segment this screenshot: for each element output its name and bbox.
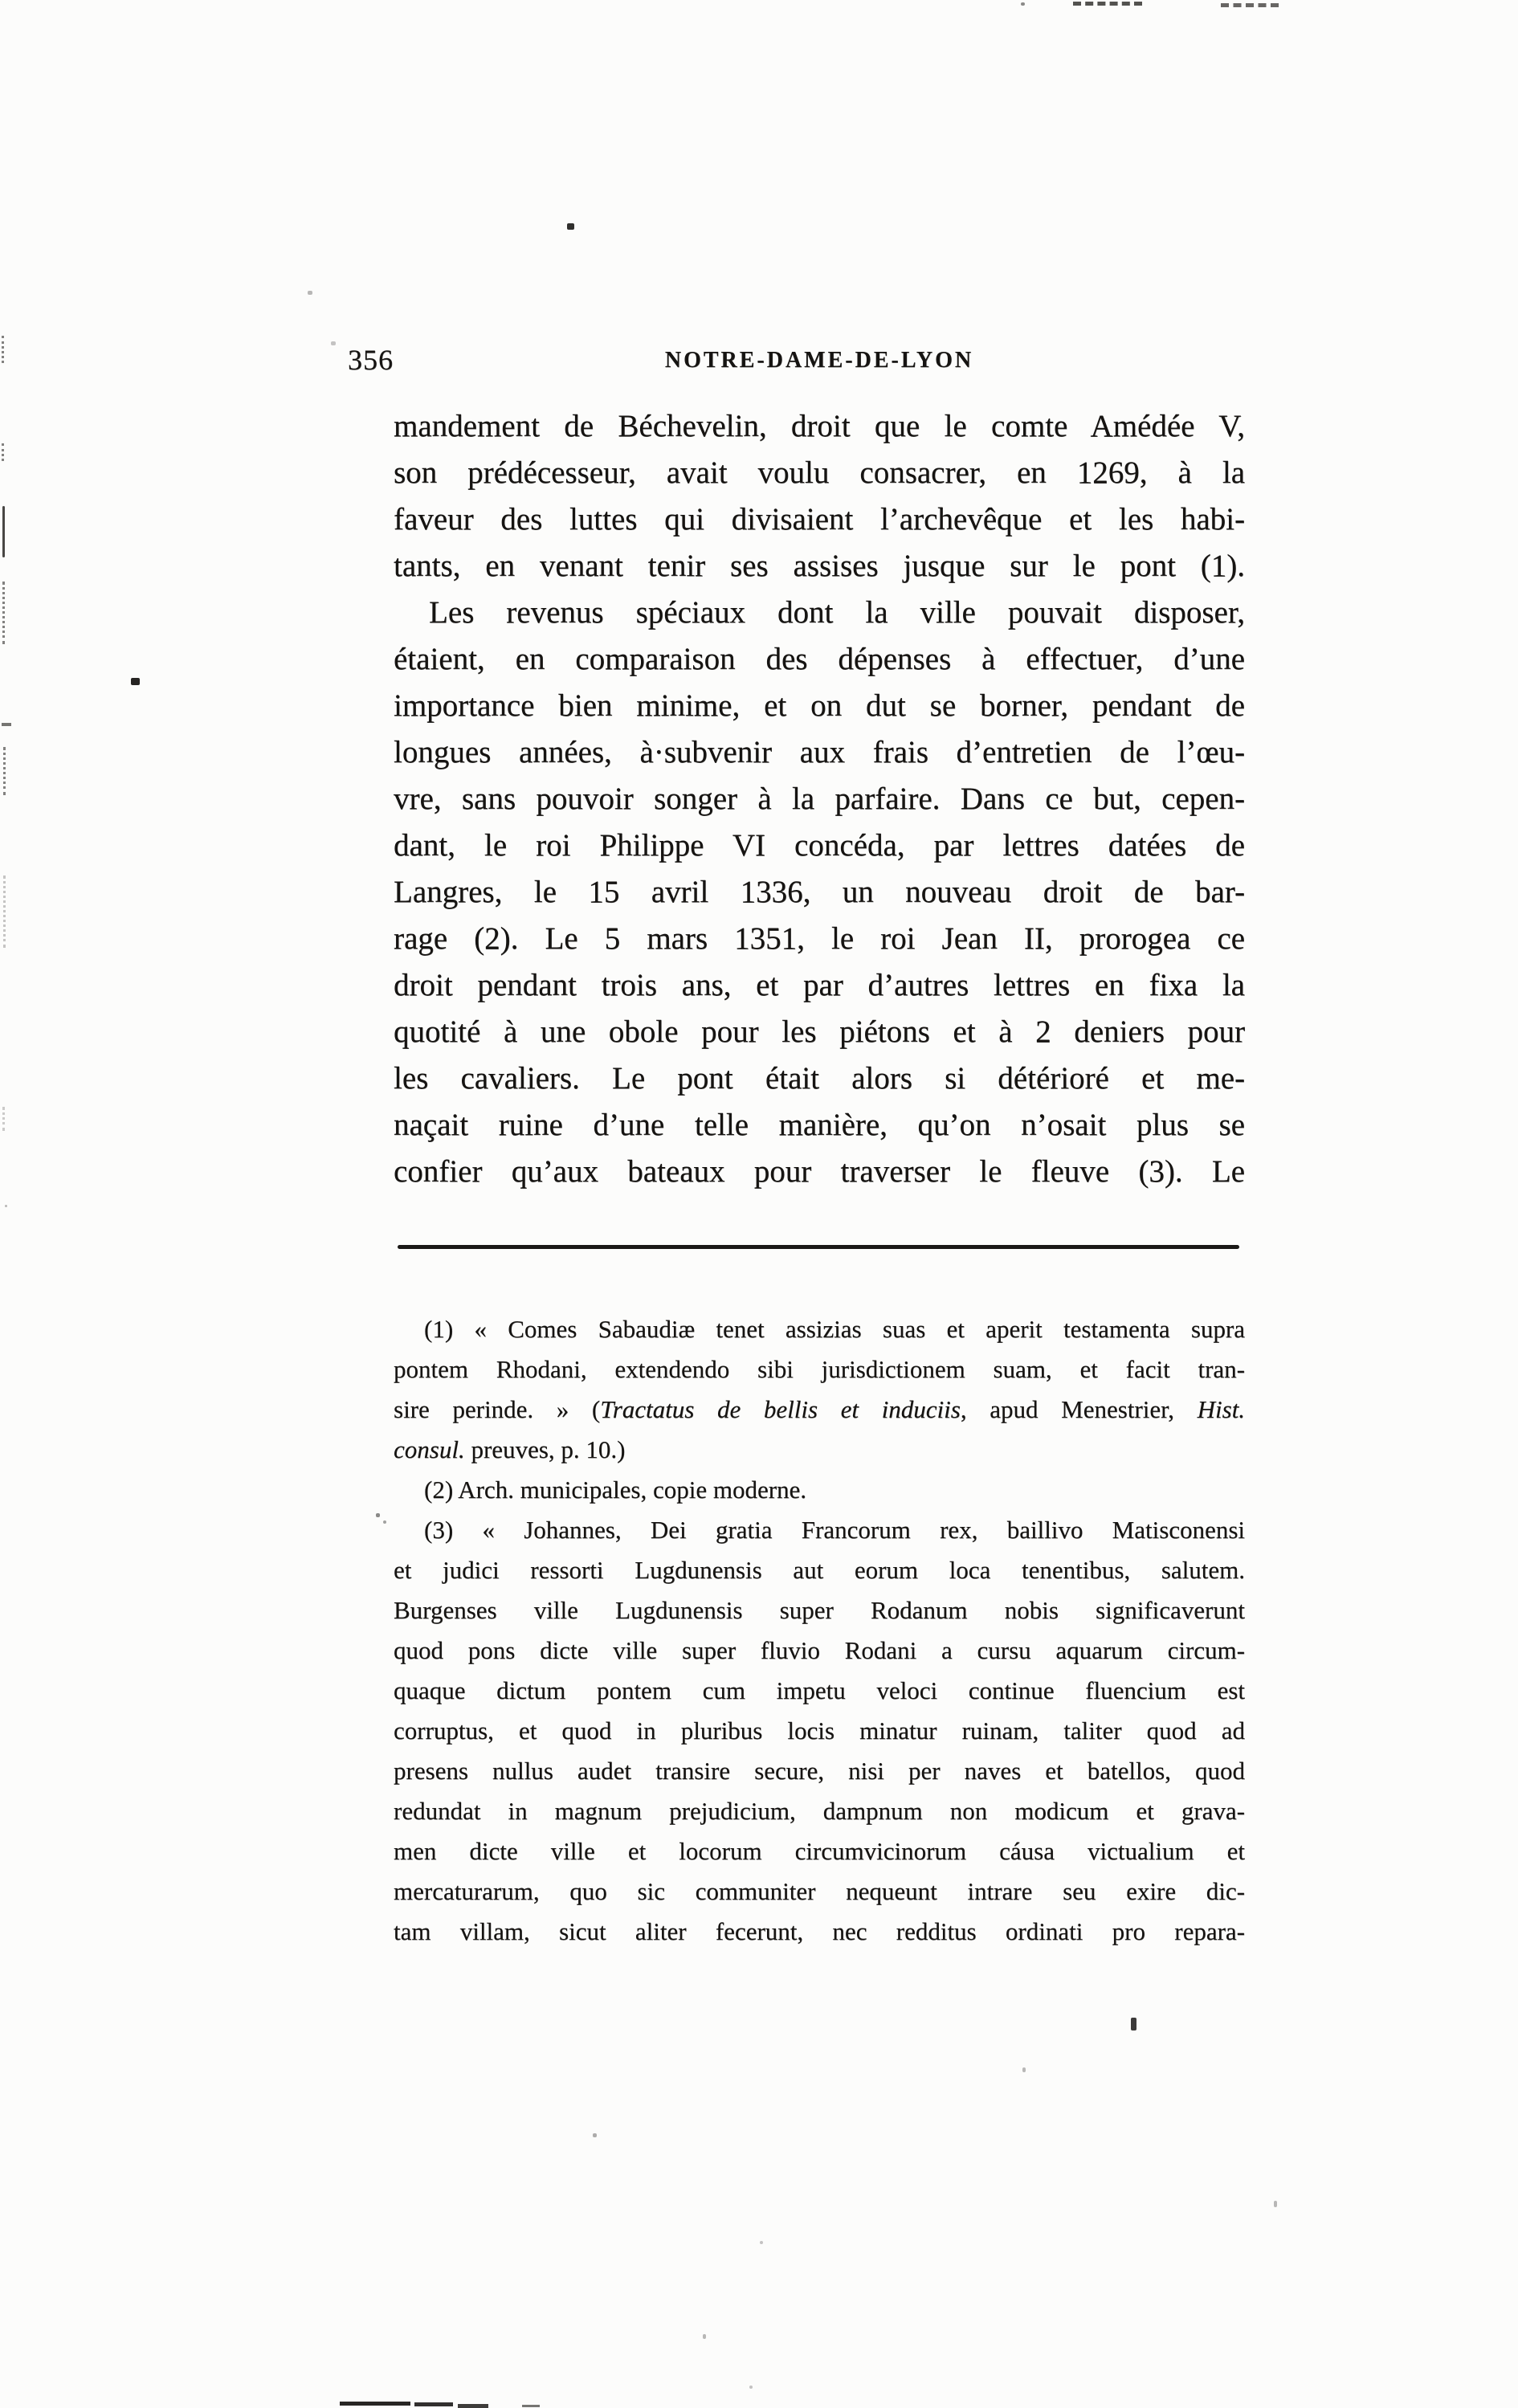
footnote-separator — [398, 1245, 1239, 1249]
body-text-line — [394, 1055, 1245, 1102]
text-segment: étaient, en comparaison des dépenses à effectuer, d’une — [394, 642, 1245, 676]
text-segment: rage (2). Le 5 mars 1351, le roi Jean II, prorogea ce — [394, 921, 1245, 956]
page-edge-mark — [458, 2404, 488, 2408]
text-segment: vre, sans pouvoir songer à la parfaire. Dans ce but, cepen- — [394, 782, 1245, 816]
body-text-line — [394, 1102, 1245, 1149]
text-segment: Burgenses ville Lugdunensis super Rodanum nobis significaverunt — [394, 1596, 1245, 1624]
text-segment: longues années, à·subvenir aux frais d’entretien de l’œu- — [394, 735, 1245, 769]
text-segment: quod pons dicte ville super fluvio Rodani a cursu aquarum circum- — [394, 1636, 1245, 1664]
italic-segment: Hist. — [1197, 1395, 1246, 1423]
page-edge-mark — [414, 2402, 453, 2406]
text-segment: sire perinde. » ( — [394, 1395, 601, 1423]
footnote-line — [394, 1831, 1245, 1871]
italic-segment: Tractatus de bellis et induciis — [600, 1395, 961, 1423]
italic-segment: consul. — [394, 1435, 465, 1463]
body-text-line — [394, 1009, 1245, 1055]
scan-mark-top — [1073, 2, 1142, 6]
scan-edge-dots — [3, 747, 6, 795]
footnote-line — [394, 1390, 1245, 1430]
text-segment: (3) « Johannes, Dei gratia Francorum rex, baillivo Matisconensi — [424, 1516, 1245, 1544]
scan-speck — [308, 291, 312, 295]
footnote-line — [394, 1590, 1245, 1631]
scan-edge-dots — [3, 875, 6, 948]
body-text-line — [394, 543, 1245, 590]
scan-edge-line — [2, 506, 5, 557]
body-text-line — [394, 729, 1245, 776]
scan-speck — [1021, 2, 1025, 6]
page-edge-mark — [340, 2402, 410, 2406]
text-segment: (2) Arch. municipales, copie moderne. — [424, 1475, 807, 1504]
body-text-line — [394, 1149, 1245, 1195]
footnote-line — [394, 1349, 1245, 1390]
footnote-line — [394, 1550, 1245, 1590]
body-text-line — [394, 636, 1245, 683]
text-segment: pontem Rhodani, extendendo sibi jurisdictionem suam, et facit tran- — [394, 1355, 1245, 1383]
text-segment: quotité à une obole pour les piétons et à 2 deniers pour — [394, 1014, 1245, 1049]
scan-speck — [703, 2334, 706, 2339]
text-segment: Langres, le 15 avril 1336, un nouveau droit de bar- — [394, 875, 1245, 909]
scan-mark-top — [1221, 3, 1279, 7]
scan-speck — [749, 2386, 753, 2389]
page-number: 356 — [348, 344, 394, 376]
page-edge-mark — [522, 2405, 540, 2407]
scan-speck — [567, 223, 574, 230]
footnote-line — [394, 1871, 1245, 1912]
scan-edge-dash — [2, 723, 11, 726]
text-segment: preuves, p. 10.) — [464, 1435, 626, 1463]
footnote-line — [394, 1751, 1245, 1791]
running-title: NOTRE-DAME-DE-LYON — [664, 348, 974, 373]
body-text-line — [394, 776, 1245, 822]
footnote-line — [394, 1510, 1245, 1550]
scan-edge-dots — [2, 582, 5, 644]
footnote-line — [394, 1631, 1245, 1671]
text-segment: son prédécesseur, avait voulu consacrer, en 1269, à la — [394, 455, 1245, 490]
text-segment: , apud Menestrier, — [960, 1395, 1198, 1423]
footnote-line — [394, 1309, 1245, 1349]
text-segment: Les revenus spéciaux dont la ville pouvait disposer, — [429, 595, 1245, 630]
text-segment: droit pendant trois ans, et par d’autres lettres en fixa la — [394, 968, 1245, 1002]
body-text-line — [394, 683, 1245, 729]
text-segment: quaque dictum pontem cum impetu veloci continue fluencium est — [394, 1676, 1245, 1704]
text-segment: (1) « Comes Sabaudiæ tenet assizias suas et aperit testamenta supra — [424, 1315, 1245, 1343]
scan-speck — [593, 2133, 597, 2137]
footnotes — [394, 1309, 1245, 1952]
footnote-line — [394, 1711, 1245, 1751]
text-segment: importance bien minime, et on dut se borner, pendant de — [394, 688, 1245, 723]
body-text-line — [394, 496, 1245, 543]
scan-speck — [1131, 2018, 1136, 2030]
body-text-line — [394, 962, 1245, 1009]
text-segment: tants, en venant tenir ses assises jusque sur le pont (1). — [394, 549, 1245, 583]
scan-edge-dots — [2, 1107, 5, 1131]
text-segment: faveur des luttes qui divisaient l’archevêque et les habi- — [394, 502, 1245, 537]
body-text-line — [394, 590, 1245, 636]
scan-edge-dots — [2, 336, 4, 363]
scan-speck — [5, 1205, 7, 1207]
text-segment: mercaturarum, quo sic communiter nequeunt intrare seu exire dic- — [394, 1877, 1245, 1905]
scan-speck — [1274, 2201, 1277, 2207]
body-text-line — [394, 450, 1245, 496]
body-text-line — [394, 916, 1245, 962]
scan-edge-dots — [2, 443, 4, 461]
scan-speck — [376, 1513, 380, 1517]
body-text-line — [394, 822, 1245, 869]
scan-speck — [331, 341, 336, 345]
body-text-line — [394, 869, 1245, 916]
scan-speck — [383, 1520, 386, 1524]
text-segment: dant, le roi Philippe VI concéda, par lettres datées de — [394, 828, 1245, 863]
text-segment: men dicte ville et locorum circumvicinorum cáusa victualium et — [394, 1837, 1245, 1865]
footnote-line — [394, 1470, 1245, 1510]
text-segment: corruptus, et quod in pluribus locis minatur ruinam, taliter quod ad — [394, 1716, 1245, 1745]
scan-speck — [760, 2241, 763, 2244]
scan-speck — [1022, 2067, 1026, 2072]
text-segment: mandement de Béchevelin, droit que le comte Amédée V, — [394, 409, 1245, 443]
text-segment: redundat in magnum prejudicium, dampnum non modicum et grava- — [394, 1797, 1245, 1825]
text-segment: naçait ruine d’une telle manière, qu’on n’osait plus se — [394, 1108, 1245, 1142]
text-segment: confier qu’aux bateaux pour traverser le fleuve (3). Le — [394, 1154, 1245, 1189]
footnote-line — [394, 1430, 1245, 1470]
text-segment: tam villam, sicut aliter fecerunt, nec redditus ordinati pro repara- — [394, 1917, 1245, 1945]
footnote-line — [394, 1912, 1245, 1952]
text-segment: les cavaliers. Le pont était alors si détérioré et me- — [394, 1061, 1245, 1096]
text-segment: presens nullus audet transire secure, nisi per naves et batellos, quod — [394, 1757, 1245, 1785]
main-text — [394, 403, 1245, 1195]
text-segment: et judici ressorti Lugdunensis aut eorum loca tenentibus, salutem. — [394, 1556, 1245, 1584]
body-text-line — [394, 403, 1245, 450]
scan-speck — [131, 678, 140, 685]
footnote-line — [394, 1671, 1245, 1711]
footnote-line — [394, 1791, 1245, 1831]
